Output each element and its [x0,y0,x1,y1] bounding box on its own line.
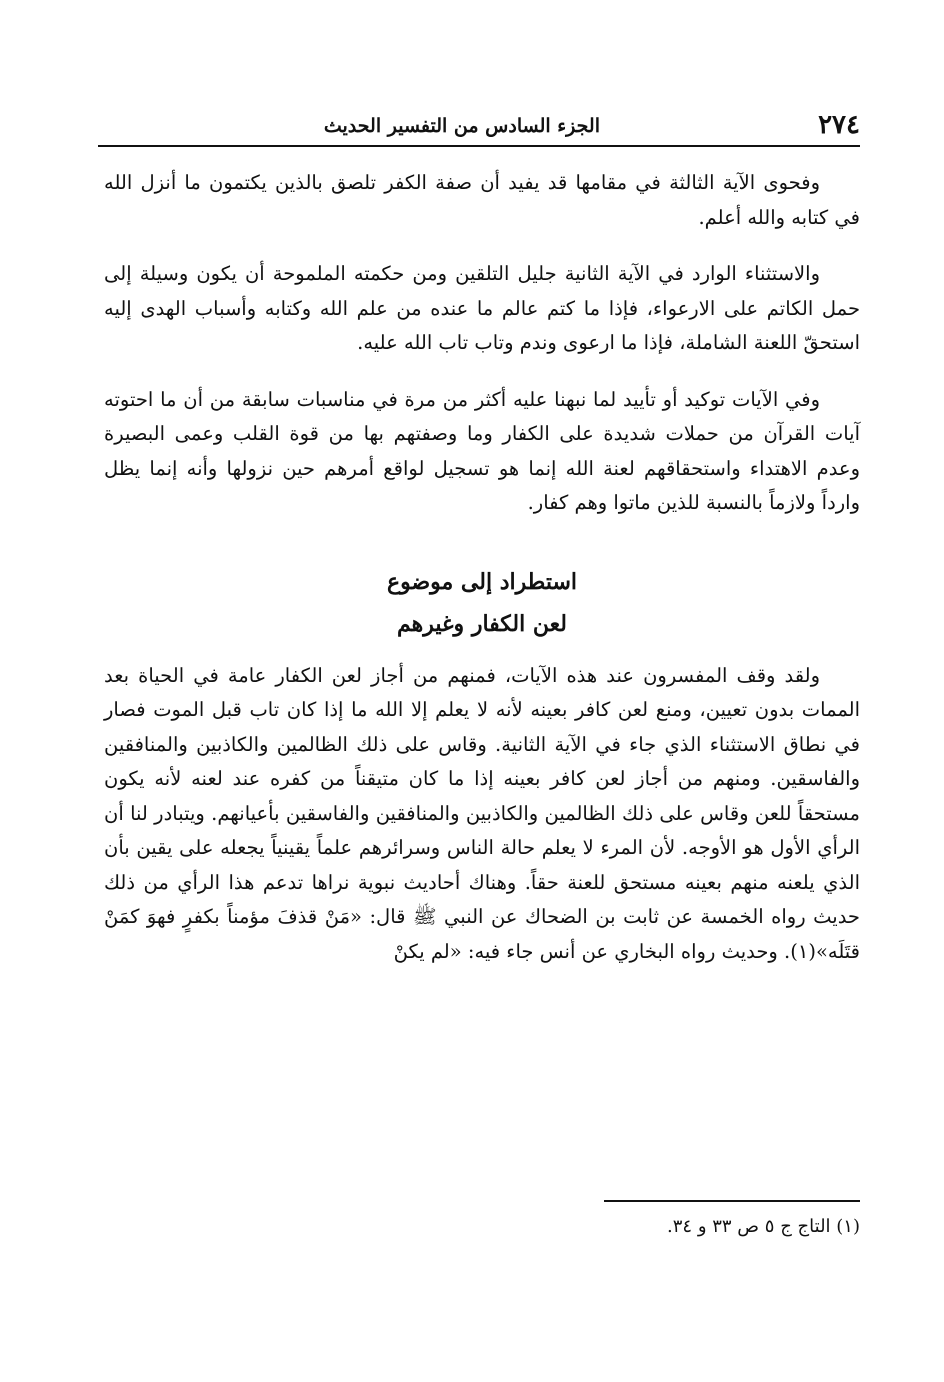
page-number: ٢٧٤ [818,110,860,140]
paragraph: وفحوى الآية الثالثة في مقامها قد يفيد أن صفة الكفر تلصق بالذين يكتمون ما أنزل الله في كتابه والله أعلم. [104,171,860,229]
footnote-rule [604,1200,860,1202]
section-heading-line: استطراد إلى موضوع [386,568,578,595]
paragraph: ولقد وقف المفسرون عند هذه الآيات، فمنهم من أجاز لعن الكفار عامة في الحياة بعد الممات بدون تعيين، ومنع لعن كافر بعينه لأنه لا يعلم إلا الله ما إذا كان تاب قبل الموت فصار في نطاق الاستثناء الذي جاء في الآية الثانية. وقاس على ذلك الظالمين والكاذبين والمنافقين والفاسقين. ومنهم من أجاز لعن كافر بعينه إذا ما كان متيقناً من كفره عند لعنه لأنه يكون مستحقاً للعن وقاس على ذلك الظالمين والكاذبين والمنافقين والفاسقين بأعيانهم. ويتبادر لنا أن الرأي الأول هو الأوجه. لأن المرء لا يعلم حالة الناس وسرائرهم علماً يقينياً يجعله على يقين بأن الذي يلعنه منهم بعينه مستحق للعنة حقاً. وهناك أحاديث نبوية نراها تدعم هذا الرأي من ذلك حديث رواه الخمسة عن ثابت بن الضحاك عن النبي ﷺ قال: «مَنْ قذفَ مؤمناً بكفرٍ فهوَ كمَنْ قتَلَه»(١). وحديث رواه البخاري عن أنس جاء فيه: «لم يكنْ [104,663,860,963]
body-text [104,166,860,969]
header-rule [98,145,860,147]
running-title: الجزء السادس من التفسير الحديث [323,115,600,137]
paragraph: والاستثناء الوارد في الآية الثانية جليل التلقين ومن حكمته الملموحة أن يكون وسيلة إلى حمل الكاتم على الارعواء، فإذا ما كتم عالم ما عنده من علم الله وكتابه وأسباب الهدى إليه استحقّ اللعنة الشاملة، فإذا ما ارعوى وندم وتاب تاب الله عليه. [104,262,860,354]
footnote: (١) التاج ج ٥ ص ٣٣ و ٣٤. [667,1216,860,1237]
section-heading [104,561,860,645]
page-header [98,104,860,144]
section-heading-line: لعن الكفار وغيرهم [397,610,567,637]
paragraph: وفي الآيات توكيد أو تأييد لما نبهنا عليه أكثر من مرة في مناسبات سابقة من أن ما احتوته آيات القرآن من حملات شديدة على الكفار وما وصفتهم بها من قوة القلب وعمى البصيرة وعدم الاهتداء واستحقاقهم لعنة الله إنما هو تسجيل لواقع أمرهم حين نزولها وأنه إنما يظل وارداً ولازماً بالنسبة للذين ماتوا وهم كفار. [104,387,860,514]
